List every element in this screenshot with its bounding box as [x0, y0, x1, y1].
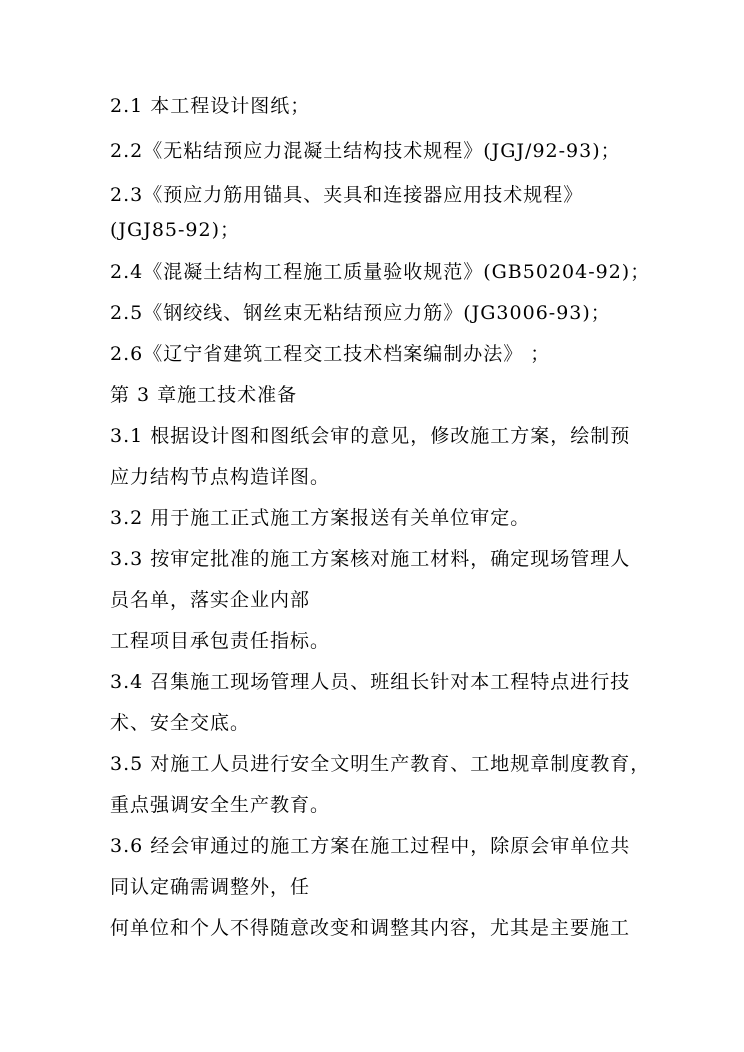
text-line: 3.3 按审定批准的施工方案核对施工材料，确定现场管理人 [110, 548, 631, 570]
text-line: 2.5《钢绞线、钢丝束无粘结预应力筋》(JG3006-93)； [110, 302, 611, 324]
text-line: 3.1 根据设计图和图纸会审的意见，修改施工方案，绘制预 [110, 425, 631, 447]
text-line: 3.5 对施工人员进行安全文明生产教育、工地规章制度教育， [110, 753, 651, 775]
text-line: 重点强调安全生产教育。 [110, 794, 331, 816]
text-line: 2.2《无粘结预应力混凝土结构技术规程》(JGJ/92-93)； [110, 140, 621, 162]
text-line: 3.2 用于施工正式施工方案报送有关单位审定。 [110, 507, 531, 529]
text-line: (JGJ85-92)； [110, 219, 241, 241]
text-line: 工程项目承包责任指标。 [110, 630, 331, 652]
text-line: 2.4《混凝土结构工程施工质量验收规范》(GB50204-92)； [110, 261, 651, 283]
text-line: 2.6《辽宁省建筑工程交工技术档案编制办法》 ； [110, 343, 551, 365]
text-line: 应力结构节点构造详图。 [110, 466, 331, 488]
text-line: 2.1 本工程设计图纸； [110, 95, 311, 117]
text-line: 术、安全交底。 [110, 712, 251, 734]
text-line: 2.3《预应力筋用锚具、夹具和连接器应用技术规程》 [110, 184, 584, 206]
text-line: 员名单，落实企业内部 [110, 589, 311, 611]
text-line: 3.6 经会审通过的施工方案在施工过程中，除原会审单位共 [110, 835, 631, 857]
text-line: 何单位和个人不得随意改变和调整其内容，尤其是主要施工 [110, 917, 631, 939]
chapter-heading: 第 3 章施工技术准备 [110, 384, 298, 406]
text-line: 3.4 召集施工现场管理人员、班组长针对本工程特点进行技 [110, 671, 631, 693]
text-line: 同认定确需调整外，任 [110, 876, 311, 898]
